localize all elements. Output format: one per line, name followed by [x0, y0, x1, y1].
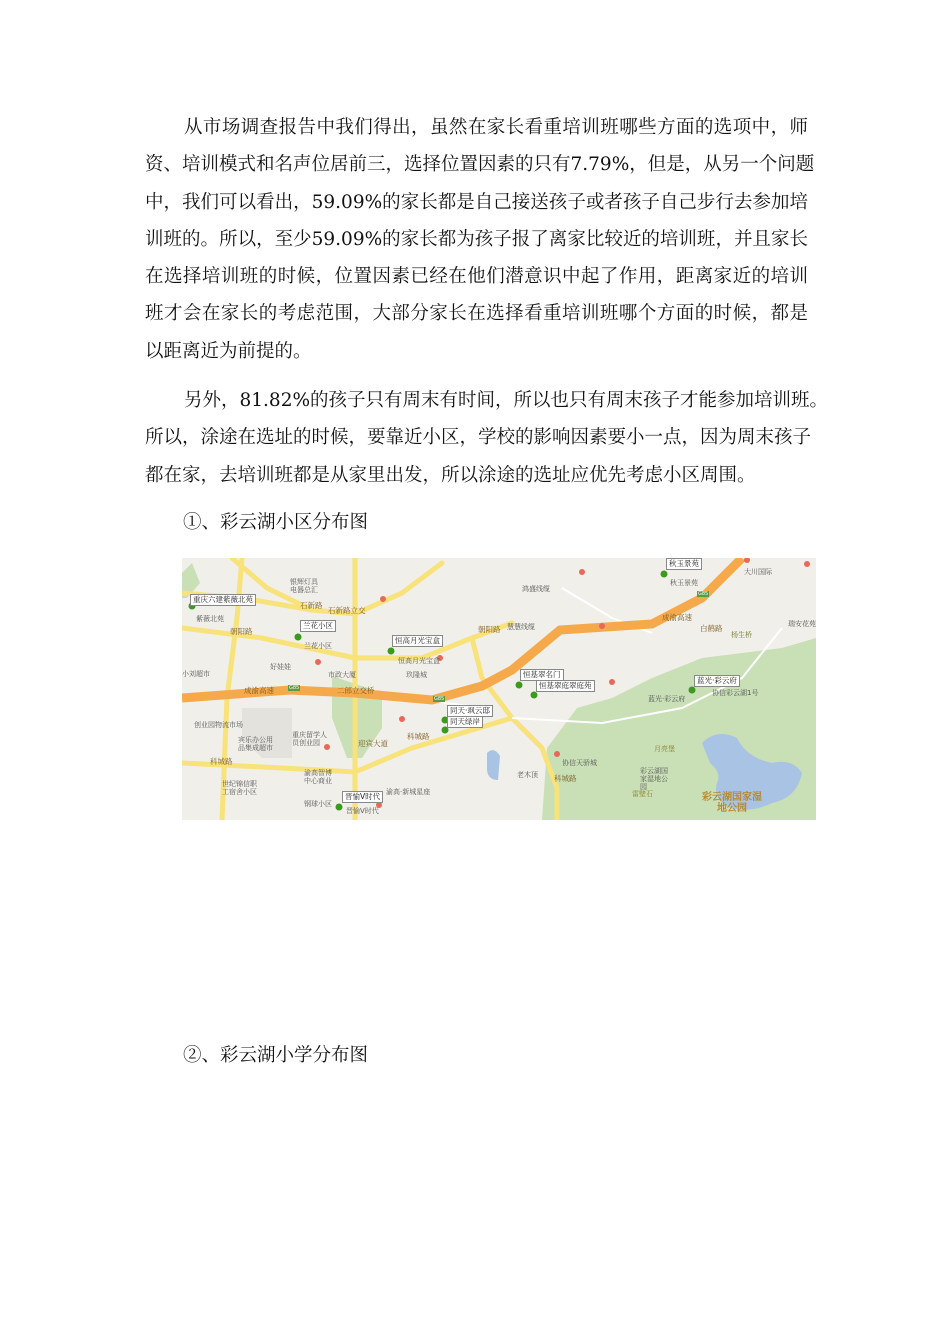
poi-label: 银辉灯具电器总汇 [290, 578, 318, 594]
poi-label: 彩云湖国家湿地公园 [640, 767, 668, 791]
poi-label: 渝高·新城星座 [386, 788, 431, 796]
text-line: 所以，涂途在选址的时候，要靠近小区，学校的影响因素要小一点，因为周末孩子 [145, 427, 812, 449]
text-line: 资、培训模式和名声位居前三，选择位置因素的只有7.79%，但是，从另一个问题 [145, 154, 815, 176]
poi-label: 协信彩云湖1号 [712, 689, 759, 697]
poi-label: 秋玉景苑 [670, 579, 698, 587]
pond [487, 750, 500, 780]
pin-label: 同天绿岸 [447, 716, 483, 728]
road-label: G85 [289, 685, 300, 691]
text-line: 在选择培训班的时候，位置因素已经在他们潜意识中起了作用，距离家近的培训 [145, 266, 808, 288]
poi-label: 兰花小区 [304, 642, 332, 650]
poi-label: 宾乐办公用品集成超市 [238, 736, 273, 752]
pin-label: 重庆六建紫薇北苑 [190, 594, 256, 606]
road-label: 成渝高速 [244, 686, 274, 695]
caption-residential-map: ①、彩云湖小区分布图 [183, 512, 369, 533]
pin-label: 兰花小区 [300, 620, 336, 632]
poi-label: 慧慧线缆 [507, 623, 535, 631]
pin-label: 恒基翠名门 [520, 669, 564, 681]
paragraph-1 [145, 109, 815, 370]
text-line: 中，我们可以看出，59.09%的家长都是自己接送孩子或者孩子自己步行去参加培 [145, 191, 808, 213]
poi-label: 玖隆城 [406, 671, 427, 679]
poi-label: 好娃娃 [270, 663, 291, 671]
poi-label: 市政大厦 [328, 671, 356, 679]
road-label: 朝阳路 [230, 627, 253, 636]
pin-label: 恒基翠庭翠庭苑 [536, 680, 595, 692]
park-label: 彩云湖国家湿地公园 [702, 792, 762, 814]
road-label: 科城路 [554, 774, 577, 783]
pin-label: 晋愉V时代 [342, 791, 383, 803]
poi-label: 渝高智博中心商业 [304, 769, 332, 785]
road-label: 成渝高速 [662, 613, 692, 622]
residential-distribution-map [182, 558, 816, 820]
pin-label: 恒高月光宝盒 [392, 635, 443, 647]
road-label: 白鹤路 [700, 624, 723, 633]
poi-label: 重庆留学人员创业园 [292, 731, 327, 747]
poi-label: 大川国际 [744, 568, 772, 576]
poi-label: 小刘超市 [182, 670, 210, 678]
road-label: G85 [698, 591, 709, 597]
text-line: 从市场调查报告中我们得出，虽然在家长看重培训班哪些方面的选项中，师 [184, 117, 808, 138]
text-line: 训班的。所以，至少59.09%的家长都为孩子报了离家比较近的培训班，并且家长 [145, 228, 808, 250]
poi-label: 鸿盛线缆 [522, 585, 550, 593]
poi-label: 紫薇北苑 [196, 615, 224, 623]
poi-label: 协信天骄城 [562, 759, 597, 767]
poi-label: 蓝光·彩云府 [648, 695, 686, 703]
road-label: G85 [434, 696, 445, 702]
poi-label: 杨生桥 [731, 631, 752, 639]
text-line: 另外，81.82%的孩子只有周末有时间，所以也只有周末孩子才能参加培训班。 [184, 390, 829, 411]
poi-label: 月亮堡 [654, 745, 675, 753]
road-label: 朝阳路 [478, 625, 501, 634]
text-line: 以距离近为前提的。 [145, 340, 312, 362]
poi-label: 恒高月光宝盒 [398, 657, 440, 665]
road-label: 迎宾大道 [358, 739, 388, 748]
road-label: 二郎立交桥 [337, 686, 375, 695]
poi-label: 钢球小区 [304, 800, 332, 808]
poi-label: 瑞安花苑 [788, 620, 816, 628]
pin-label: 同天·飒云邸 [447, 705, 493, 717]
road-label: 石新路立交 [328, 606, 366, 615]
poi-label: 世纪锦信职工宿舍小区 [222, 780, 257, 796]
poi-label: 晋愉V时代 [346, 807, 379, 815]
caption-school-map: ②、彩云湖小学分布图 [183, 1045, 369, 1066]
road-label: 科城路 [407, 732, 430, 741]
poi-label: 雷壁石 [632, 790, 653, 798]
text-line: 都在家，去培训班都是从家里出发，所以涂途的选址应优先考虑小区周围。 [145, 464, 756, 486]
road-label: 科城路 [210, 757, 233, 766]
road-label: 石新路 [300, 601, 323, 610]
poi-label: 创业园物流市场 [194, 721, 243, 729]
poi-label: 老木顶 [517, 771, 538, 779]
paragraph-2 [145, 382, 829, 494]
text-line: 班才会在家长的考虑范围，大部分家长在选择看重培训班哪个方面的时候，都是 [145, 303, 808, 325]
pin-label: 秋玉景苑 [666, 558, 702, 570]
pin-label: 蓝光·彩云府 [694, 675, 740, 687]
